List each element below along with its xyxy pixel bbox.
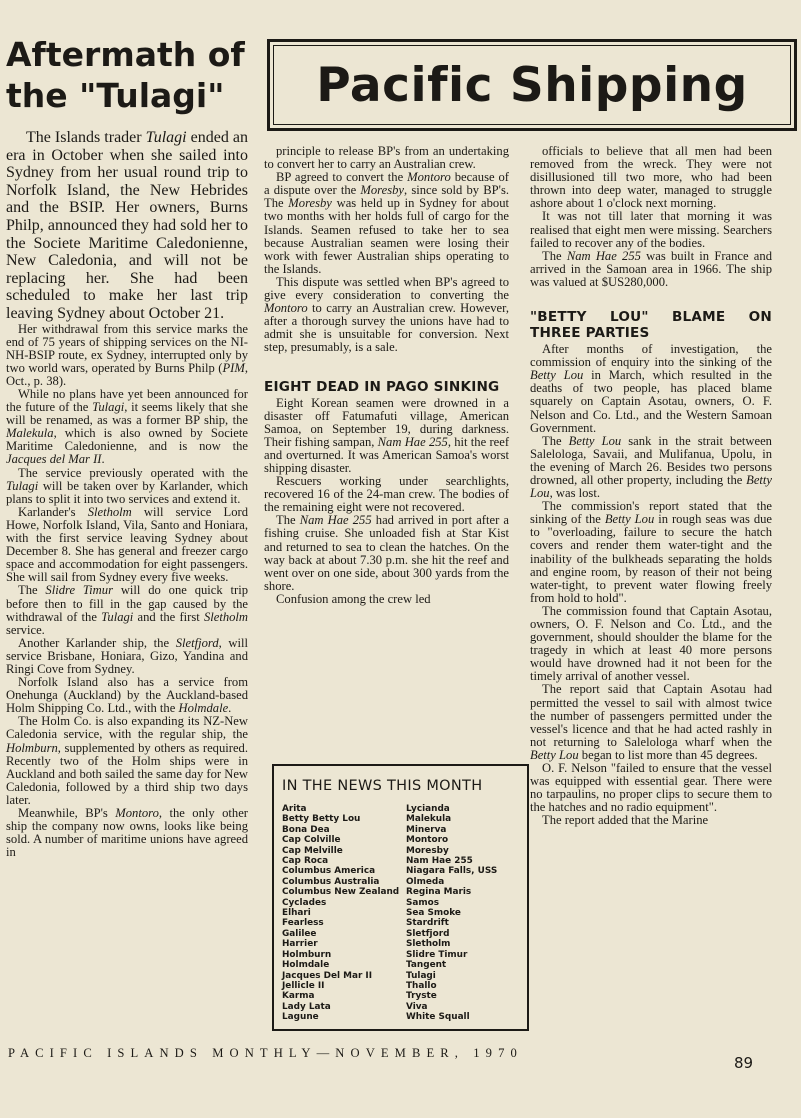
text-run: This dispute was settled when BP's agreed to give every consideration to converting the [264,274,509,303]
article-headline: Aftermath of the "Tulagi" [6,35,245,115]
text-run: The commission's report stated that the sinking of the [530,499,772,527]
text-run: O. F. Nelson "failed to ensure that the vessel was equipped with essential gear. There were no tarpaulins, no proper clips to secure them to the hatches and no radio equipment". [530,761,772,815]
col3-bottom [530,343,772,827]
text-run: Norfolk Island also has a service from Onehunga (Auckland) by the Auckland-based Holm Shipping Co. Ltd., with the [6,675,248,716]
paragraph [530,762,772,814]
text-run: Eight Korean seamen were drowned in a disaster off Fatumafuti village, American Samoa, on September 19, during darkness. Their fishing sampan, [264,395,509,449]
text-run: While no plans have yet been announced for the future of the [6,387,248,415]
ship-name: Tulagi [145,129,187,146]
ship-name: Betty Lou [568,433,622,448]
ship-name: Jacques del Mar II [6,452,102,467]
paragraph [6,584,248,636]
news-list-item: Columbus America [282,866,376,877]
text-run: . [101,452,105,467]
ship-name: Betty Lou [530,368,584,383]
col2-bottom [264,397,509,607]
paragraph [530,210,772,249]
paragraph [530,605,772,684]
ship-name: Montoro [264,301,308,316]
text-run: , which is also owned by Societe Maritime Caledonienne, and is now the [6,426,248,454]
news-list-item: Cyclades [282,897,327,908]
ship-name: Holmburn [6,740,58,755]
text-run: The [276,513,300,528]
text-run: ended an era in October when she sailed into Sydney from her usual round trip to Norfolk Island, the New Hebrides and the BSIP. Her owners, Burns Philp, announced they had sold her to the Societe Maritime Caledonienne, New Caledonia, and will not be replacing her. She had been scheduled to make her last trip leaving Sydney about October 21. [6,129,248,322]
news-list-item: Lagune [282,1012,319,1023]
col2-subheading: EIGHT DEAD IN PAGO SINKING [264,378,500,395]
paragraph [530,250,772,289]
text-run: Rescuers working under searchlights, recovered 16 of the 24-man crew. The bodies of the remaining eight were not recovered. [264,474,509,515]
text-run: sank in the strait between Salelologa, Savaii, and Mulifanua, Upolu, in the evening of March 26. Besides two persons drowned, all other property, including the [530,433,772,487]
news-list-item: Sletholm [406,939,451,950]
footer-publication: PACIFIC ISLANDS MONTHLY—NOVEMBER, 1970 [8,1046,523,1060]
paragraph [6,467,248,506]
news-list-item: Cap Melville [282,845,343,856]
text-run: because of a dispute over the [264,170,509,198]
text-run: The [542,433,569,448]
news-list-item: Tulagi [406,970,436,981]
ship-name: Tulagi [92,400,125,415]
text-run: in rough seas was due to "overloading, failure to secure the hatch covers and render them water-tight and the inability of the bulkheads separating the holds and engine room, by reason of their not being water-tight, to prevent water flowing freely from hold to hold". [530,512,772,605]
text-run: was built in France and arrived in the Samoan area in 1966. The ship was valued at $US280,000. [530,248,772,289]
text-run: After months of investigation, the commission of enquiry into the sinking of the [530,342,772,370]
news-list-item: Regina Maris [406,887,472,898]
ship-name: PIM [222,360,245,375]
text-run: began to list more than 45 degrees. [578,747,758,762]
news-list-item: Slidre Timur [406,949,468,960]
col3-subheading: "BETTY LOU" BLAME ON THREE PARTIES [530,309,772,342]
paragraph [264,593,509,606]
news-list-item: Tangent [406,960,447,971]
paragraph [6,388,248,467]
text-run: The report added that the Marine [542,813,709,828]
news-list-item: Viva [406,1001,428,1012]
column-3 [530,145,772,828]
text-run: officials to believe that all men had been removed from the wreck. They were not disillusioned till two more, who had been thrown into deep water, managed to struggle ashore about 1 o'clock next morning. [530,144,772,211]
text-run: The Islands trader [26,129,146,146]
text-run: , the only other ship the company now owns, looks like being sold. A number of maritime unions have agreed in [6,806,248,860]
paragraph [530,145,772,210]
ship-name: Sletfjord [175,635,219,650]
text-run: The report said that Captain Asotau had permitted the vessel to sail with almost twice the number of passengers permitted under the vessel's licence and that he had acted rashly in not returning to Salelologa wharf when the [530,682,772,749]
text-run: was held up in Sydney for about two months with her holds full of cargo for the Islands. Seamen refused to take her to sea because Australian seamen were losing their work with fewer Australian ships operating to the Islands. [264,196,509,276]
ship-name: Malekula [6,426,54,441]
text-run: , supplemented by others as required. Recently two of the Holm ships were in Auckland and both sailed the same day for New Caledonia, followed by a third ship two days later. [6,740,249,807]
news-list-item: Montoro [406,835,449,846]
text-run: to carry an Australian crew. However, after a thorough survey the unions have had to admit she is unsuitable for conversion. Next step, presumably, is a sale. [264,301,509,355]
ship-name: Sletholm [203,609,249,624]
text-run: The commission found that Captain Asotau, owners, O. F. Nelson and Co. Ltd., and the government, should shoulder the blame for the tragedy in which at least 40 more persons would have drowned had it not been for the timely arrival of another vessel. [530,603,772,684]
paragraph [6,807,248,859]
text-run: The [18,583,46,598]
ship-name: Montoro [115,806,159,820]
text-run: , since sold by BP's. The [264,183,509,211]
text-run: , Oct., p. 38). [6,360,248,388]
news-list-left [282,804,406,1023]
text-run: BP agreed to convert the [276,170,408,185]
news-list-item: White Squall [406,1012,470,1023]
text-run: service. [6,622,45,637]
text-run: The service previously operated with the [18,465,248,480]
news-list-item: Minerva [406,824,447,835]
ship-name: Nam Hae 255 [566,248,641,263]
news-list-right [406,804,497,1023]
news-list-item: Sea Smoke [406,908,461,919]
text-run: in March, which resulted in the deaths of two people, has placed blame squarely on Captain Asotau, owners, O. F. Nelson and Co. Ltd., and the Western Samoan Government. [530,368,772,435]
news-list-item: Niagara Falls, USS [406,866,498,877]
news-list-item: Fearless [282,918,324,929]
ship-name: Betty Lou [604,512,655,527]
news-list-item: Samos [406,897,440,908]
text-run: Karlander's [18,504,88,519]
ship-name: Betty Lou [530,472,772,501]
paragraph [530,814,772,827]
text-run: will do one quick trip before then to fill in the gap caused by the withdrawal of the [6,583,248,624]
column-1 [6,129,248,859]
news-list-item: Olmeda [406,876,445,887]
col2-top [264,145,509,355]
news-list-item: Harrier [282,939,318,950]
ship-name: Sletholm [87,504,132,519]
news-list-item: Columbus New Zealand [282,887,400,898]
paragraph [530,500,772,605]
text-run: The [542,248,567,263]
paragraph [264,276,509,355]
text-run: Confusion among the crew led [276,591,431,606]
text-run: The Holm Co. is also expanding its NZ-New Caledonia service, with the regular ship, the [6,714,248,742]
text-run: , hit the reef and overturned. It was American Samoa's worst shipping disaster. [264,434,510,475]
ship-name: Nam Hae 255 [377,434,448,449]
news-box [272,764,529,1031]
news-list-item: Karma [282,991,315,1002]
text-run: Another Karlander ship, the [18,635,176,650]
col1-body [6,323,248,860]
text-run: , will service Brisbane, Honiara, Gizo, Yandina and Ringi Cove from Sydney. [6,635,249,676]
text-run: principle to release BP's from an undertaking to convert her to carry an Australian crew. [264,144,509,172]
news-list-item: Lady Lata [282,1001,331,1012]
news-list-item: Columbus Australia [282,876,380,887]
text-run: , it seems likely that she will be renamed, as was a former BP ship, the [6,400,248,428]
news-list-item: Sletfjord [406,928,450,939]
paragraph [264,171,509,276]
paragraph [530,683,772,762]
news-list-item: Jacques Del Mar II [282,970,373,981]
text-run: will service Lord Howe, Norfolk Island, Vila, Santo and Honiara, with the first service leaving Sydney about December 8. She has general and freezer cargo space and accommodation for eight passengers. She will sail from Sydney every five weeks. [6,504,248,585]
news-list-item: Cap Colville [282,835,341,846]
news-list-item: Holmburn [282,949,332,960]
paragraph [264,145,509,171]
news-list-item: Holmdale [282,960,330,971]
paragraph [6,506,248,585]
news-list-item: Betty Betty Lou [282,814,361,825]
news-list-item: Stardrift [406,918,449,929]
news-list-item: Malekula [406,814,452,825]
ship-name: Tulagi [101,609,134,624]
ship-name: Moresby [360,183,404,198]
news-list-item: Lycianda [406,804,450,814]
news-list-item: Nam Hae 255 [406,856,473,867]
ship-name: Montoro [407,170,451,185]
paragraph [6,715,248,807]
ship-name: Holmdale [178,701,229,716]
text-run: had arrived in port after a fishing cruise. She unloaded fish at Star Kist and returned to sea to clean the hatches. On the way back at about 7.30 p.m. she hit the reef and went over on one side, about 300 yards from the shore. [264,513,509,593]
col3-top [530,145,772,289]
news-box-lists [282,804,519,1023]
ship-name: Moresby [288,196,332,211]
section-banner [267,39,797,131]
news-list-item: Jellicle II [282,980,325,991]
column-2 [264,145,509,606]
news-list-item: Tryste [406,991,437,1002]
ship-name: Betty Lou [530,747,579,762]
paragraph [6,637,248,676]
text-run: It was not till later that morning it was realised that eight men were missing. Searchers failed to recover any of the bodies. [530,209,772,250]
news-list-item: Moresby [406,845,449,856]
news-list-item: Thallo [406,980,437,991]
paragraph [6,323,248,388]
text-run: Meanwhile, BP's [18,806,116,820]
text-run: Her withdrawal from this service marks the end of 75 years of shipping services on the NI-NH-BSIP route, ex Sydney, interrupted only by two world wars, operated by Burns Philp ( [6,321,248,375]
ship-name: Slidre Timur [45,583,113,598]
page-number: 89 [734,1054,754,1072]
paragraph [264,397,509,476]
text-run: . [228,701,232,716]
news-list-item: Elhari [282,908,311,919]
news-list-item: Bona Dea [282,824,330,835]
news-list-item: Galilee [282,928,317,939]
section-title: Pacific Shipping [316,57,748,113]
paragraph [6,676,248,715]
news-box-title: IN THE NEWS THIS MONTH [282,778,483,794]
ship-name: Tulagi [6,478,39,493]
text-run: will be taken over by Karlander, which plans to split it into two services and extend it. [6,478,248,506]
paragraph [6,129,248,323]
paragraph [264,514,509,593]
text-run: and the first [133,609,204,624]
news-list-item: Arita [282,804,307,814]
paragraph [264,475,509,514]
text-run: , was lost. [549,486,600,501]
paragraph [530,343,772,435]
ship-name: Nam Hae 255 [299,513,372,528]
paragraph [530,435,772,500]
news-list-item: Cap Roca [282,856,329,867]
col1-lead [6,129,248,323]
